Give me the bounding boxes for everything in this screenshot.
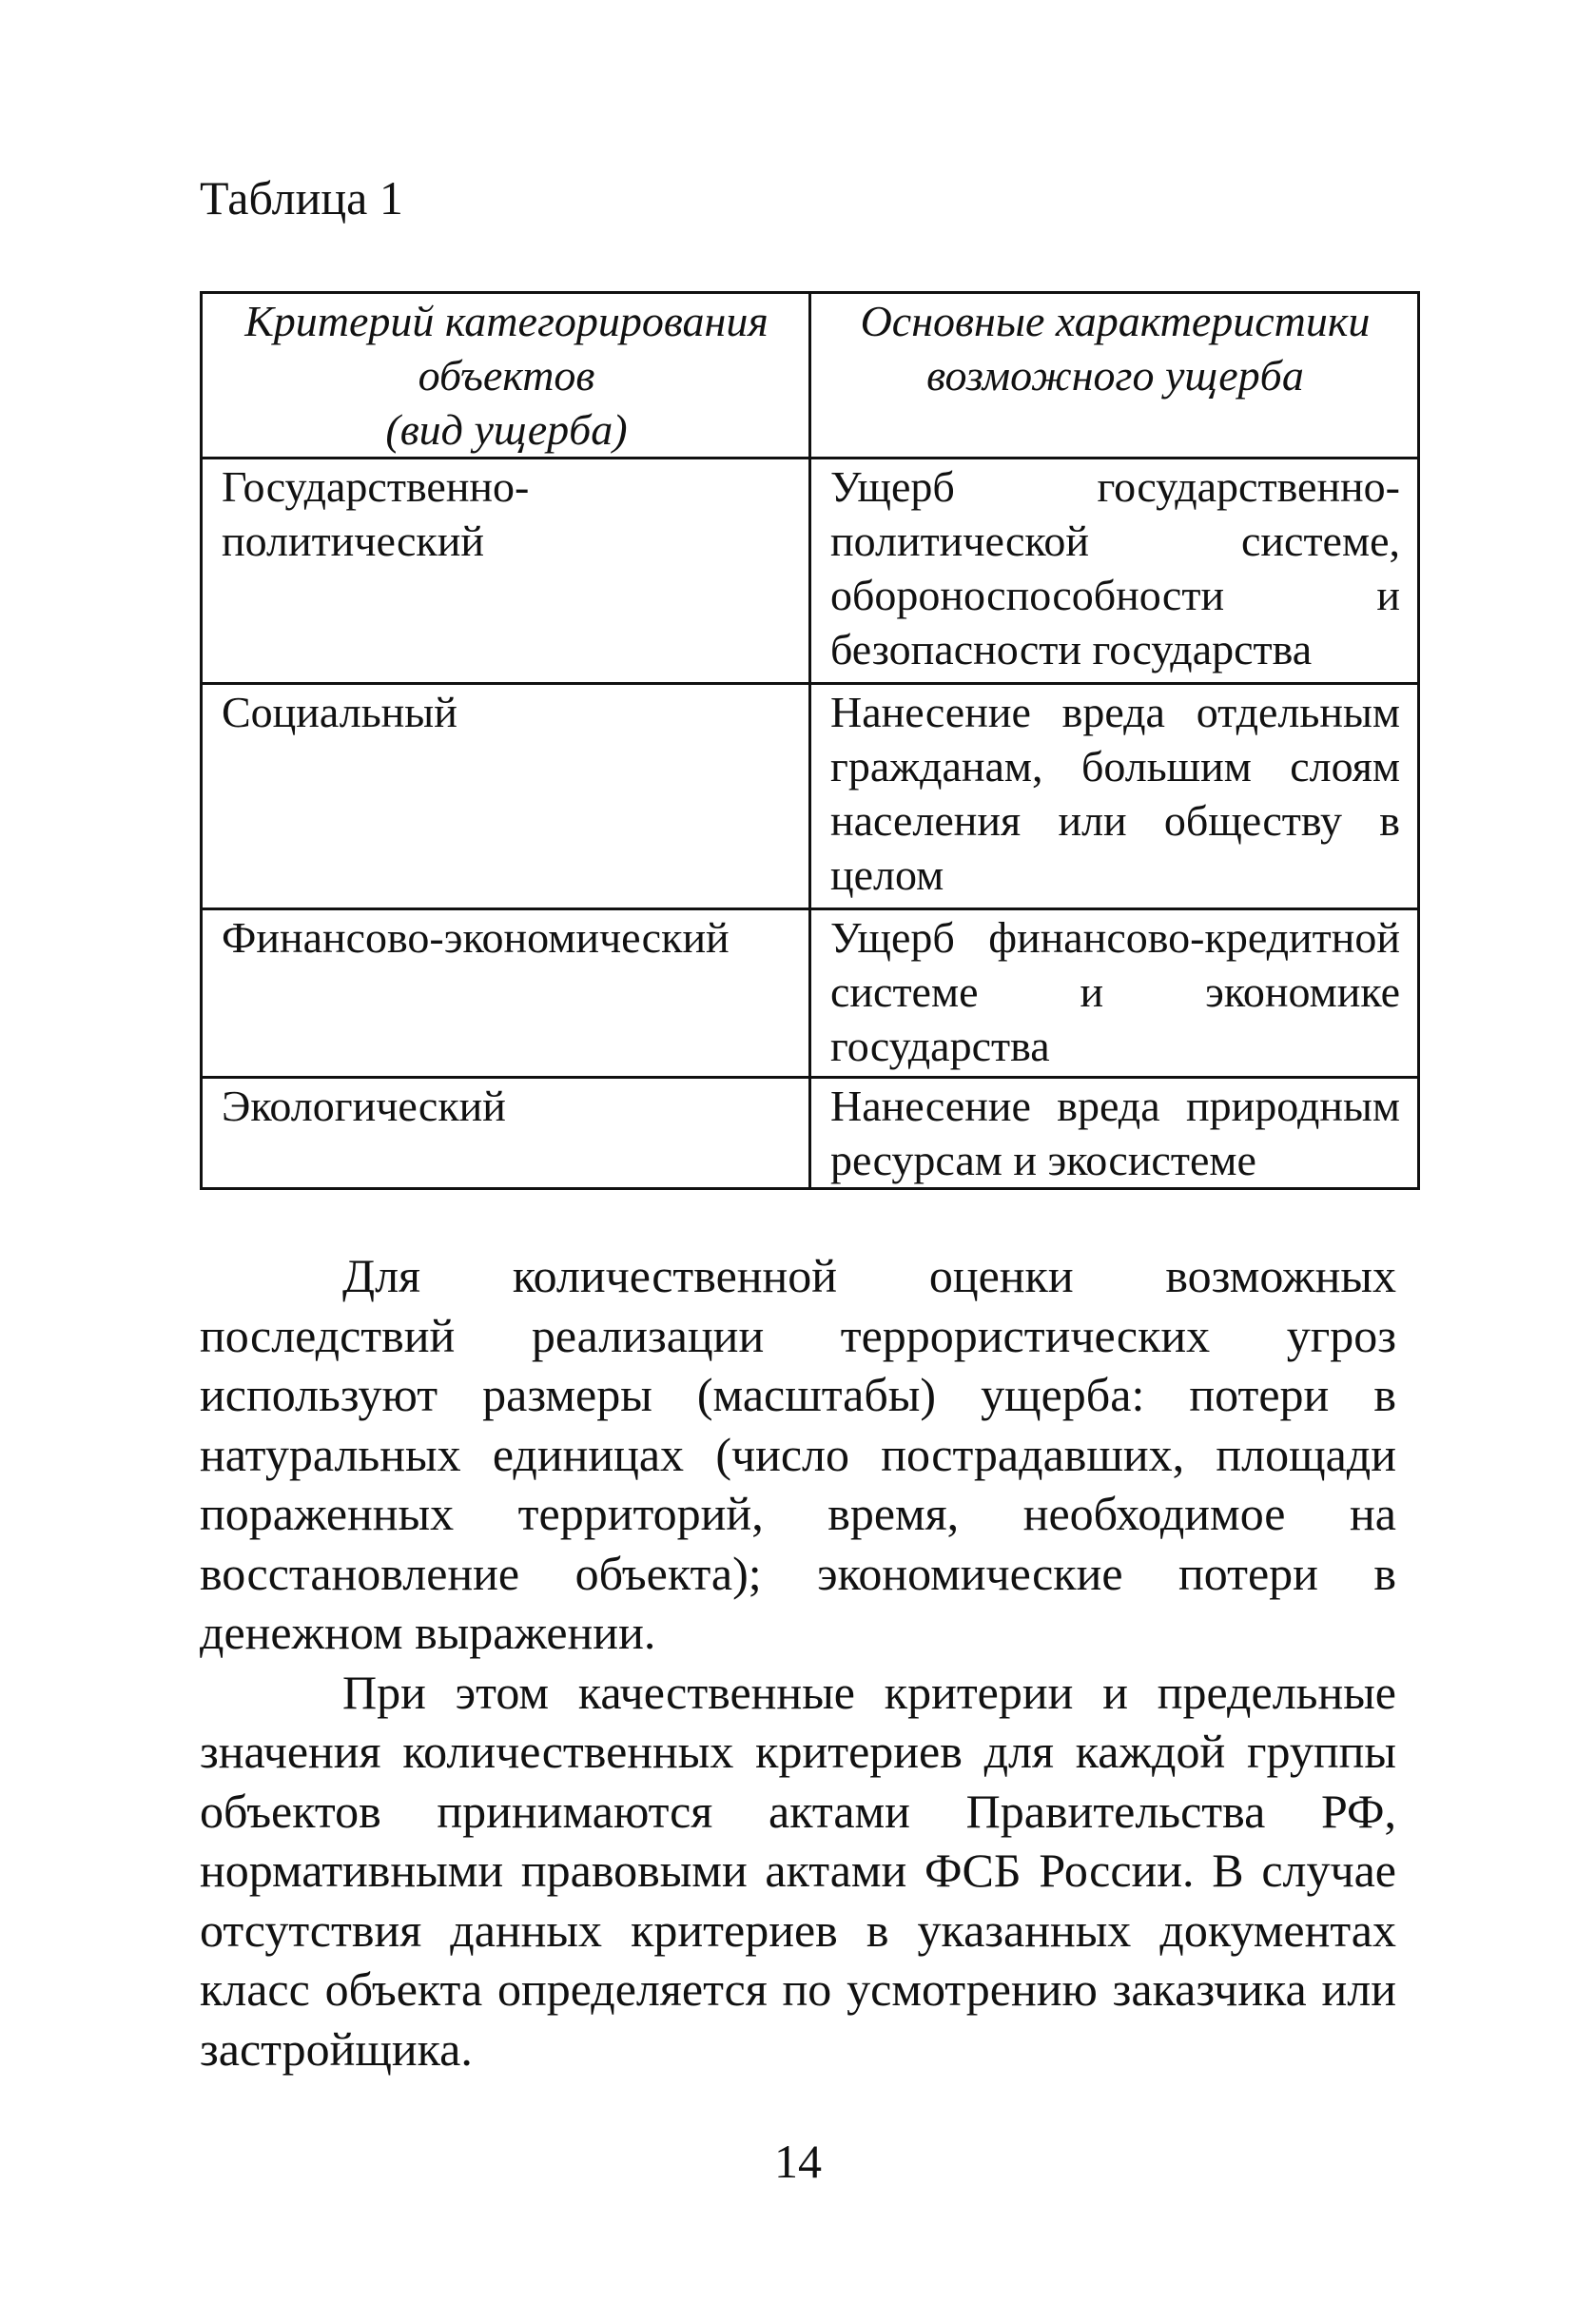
criterion-cell: Экологический [202,1078,810,1189]
table-caption: Таблица 1 [200,171,403,224]
table-row [202,459,1419,684]
table-row [202,909,1419,1078]
header-criterion: Критерий категорирования объектов (вид ущерба) [202,293,810,459]
criterion-cell: Финансово-экономический [202,909,810,1078]
paragraph: При этом качественные критерии и предельные значения количественных критериев для каждой группы объектов принимаются актами Правительства РФ, нормативными правовыми актами ФСБ России. В случае отсутствия данных критериев в указанных документах класс объекта определяется по усмотрению заказчика или застройщика. [200,1665,1396,2076]
damage-cell: Ущерб финансово-кредитной системе и экономике государства [810,909,1419,1078]
damage-cell: Ущерб государственно-политической системе, обороноспособности и безопасности государства [810,459,1419,684]
damage-cell: Нанесение вреда отдельным гражданам, большим слоям населения или обществу в целом [810,684,1419,909]
criteria-table [200,291,1420,1190]
criterion-cell: Социальный [202,684,810,909]
criterion-cell: Государственно-политический [202,459,810,684]
table-header-row [202,293,1419,459]
damage-cell: Нанесение вреда природным ресурсам и экосистеме [810,1078,1419,1189]
table-row [202,1078,1419,1189]
header-damage-characteristics: Основные характеристики возможного ущерба [810,293,1419,459]
paragraph: Для количественной оценки возможных последствий реализации террористических угроз используют размеры (масштабы) ущерба: потери в натуральных единицах (число пострадавших, площади пораженных территорий, время, необходимое на восстановление объекта); экономические потери в денежном выражении. [200,1249,1396,1659]
body-text [200,1246,1396,2079]
page-number: 14 [774,2135,822,2188]
table-row [202,684,1419,909]
